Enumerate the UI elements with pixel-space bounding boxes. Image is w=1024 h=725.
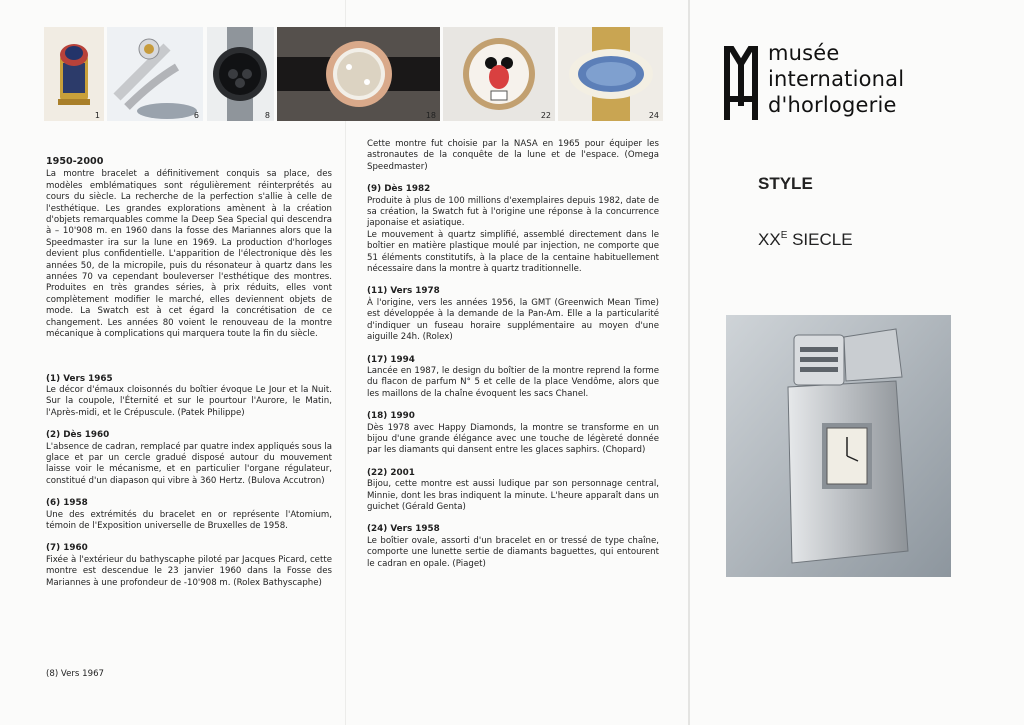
thumbnail-number: 18 xyxy=(425,111,436,120)
thumbnail-number: 24 xyxy=(648,111,659,120)
entry-text: Produite à plus de 100 millions d'exemplaires depuis 1982, date de sa création, la Swatch fut à l'origine une réponse à la concurrence japonaise et asiatique. xyxy=(367,195,659,229)
thumbnail-happy-diamonds xyxy=(277,27,440,121)
entry-text: L'absence de cadran, remplacé par quatre index appliqués sous la glace et par un cercle gradué disposé autour du mouvement laisse voir le mécanisme, et en particulier l'organe régulateur, constitué d'un diapason qui vibre à 360 Hertz. (Bulova Accutron) xyxy=(46,441,332,486)
continued-text: Cette montre fut choisie par la NASA en 1965 pour équiper les astronautes de la conquête de la lune et de l'espace. (Omega Speedmaster) xyxy=(367,139,659,172)
left-column xyxy=(46,156,332,589)
century-word: SIECLE xyxy=(787,230,853,249)
thumbnail-minnie-watch xyxy=(443,27,555,121)
thumbnail-number: 6 xyxy=(193,111,199,120)
entry-text: Une des extrémités du bracelet en or représente l'Atomium, témoin de l'Exposition universelle de Bruxelles de 1958. xyxy=(46,509,332,531)
entry-title: (17) 1994 xyxy=(367,354,415,365)
entry-title: (11) Vers 1978 xyxy=(367,286,440,297)
thumbnail-number: 22 xyxy=(540,111,551,120)
century-roman: XX xyxy=(758,230,781,249)
section-title: STYLE xyxy=(758,174,813,193)
catalog-entry xyxy=(46,430,332,487)
museum-logo-icon xyxy=(724,46,758,120)
entry-title: (22) 2001 xyxy=(367,467,415,478)
lighter-watch-photo xyxy=(726,315,951,577)
catalog-entry xyxy=(367,411,659,457)
period-heading: 1950-2000 xyxy=(46,156,104,167)
entry-title: (9) Dès 1982 xyxy=(367,184,431,195)
catalog-entry xyxy=(367,355,659,401)
entry-text: Fixée à l'extérieur du bathyscaphe piloté par Jacques Picard, cette montre est descendue le 23 janvier 1960 dans la Fosse des Mariannes à une profondeur de -10'908 m. (Rolex Bathyscaphe) xyxy=(46,554,332,588)
fold-line xyxy=(688,0,690,725)
thumbnail-number: 8 xyxy=(264,111,270,120)
entry-title: (6) 1958 xyxy=(46,498,88,509)
century-superscript: E xyxy=(780,230,788,241)
museum-name xyxy=(768,40,904,118)
catalog-entry xyxy=(46,374,332,420)
thumbnail-piaget-watch xyxy=(558,27,663,121)
century-title xyxy=(758,230,853,250)
entry-title: (7) 1960 xyxy=(46,543,88,554)
intro-paragraph: La montre bracelet a définitivement conquis sa place, des modèles emblématiques sont régulièrement réinterprétés au cours du siècle. La recherche de la perfection s'allie à celle de l'esthétique. Les grandes explorations amènent à la création d'objets remarquables comme la Deep Sea Special qui descendra à – 10'908 m. en 1960 dans la fosse des Mariannes alors que la Speedmaster ira sur la lune en 1969. La production d'horloges devient plus confidentielle. L'apparition de l'électronique dès les années 50, de la micropile, puis du résonateur à quartz dans les années 70 va cependant bouleverser l'esthétique des montres. Produites en très grandes séries, à prix réduits, elles vont complètement modifier le marché, elles deviennent objets de mode. La Swatch est à cet égard la concrétisation de ce changement. Les années 80 voient le renouveau de la montre mécanique à complications qui marquera toute la fin du siècle. xyxy=(46,169,332,340)
catalog-entry xyxy=(46,543,332,589)
thumbnail-enamel-clock xyxy=(44,27,104,121)
catalog-entry xyxy=(367,184,659,275)
entry-title: (24) Vers 1958 xyxy=(367,524,440,535)
entry-text: Le décor d'émaux cloisonnés du boîtier évoque Le Jour et la Nuit. Sur la coupole, l'Éternité et sur le pourtour l'Aurore, le Matin, l'Après-midi, et le Crépuscule. (Patek Philippe) xyxy=(46,384,332,418)
thumbnail-number: 1 xyxy=(94,111,100,120)
footer-entry xyxy=(46,669,332,680)
catalog-entry xyxy=(46,498,332,532)
entry-text: Dès 1978 avec Happy Diamonds, la montre se transforme en un bijou d'une grande élégance avec une touche de légèreté donnée par les diamants qui dansent entre les glaces saphirs. (Chopard) xyxy=(367,422,659,456)
museum-name-line: international xyxy=(768,67,905,91)
entry-title: (2) Dès 1960 xyxy=(46,430,110,441)
catalog-entry xyxy=(367,468,659,514)
entry-text: Le boîtier ovale, assorti d'un bracelet en or tressé de type chaîne, comporte une lunette sertie de diamants baguettes, qui entourent le cadran en opale. (Piaget) xyxy=(367,535,659,569)
middle-column xyxy=(367,139,659,570)
thumbnail-atomium-bracelet xyxy=(107,27,203,121)
entry-text: Bijou, cette montre est aussi ludique par son personnage central, Minnie, dont les bras indiquent la minute. L'heure apparaît dans un guichet (Gérald Genta) xyxy=(367,479,659,512)
museum-name-line: d'horlogerie xyxy=(768,93,897,117)
entry-title: (8) Vers 1967 xyxy=(46,669,105,679)
entry-title: (1) Vers 1965 xyxy=(46,373,113,384)
thumbnail-speedmaster xyxy=(207,27,274,121)
entry-text: Lancée en 1987, le design du boîtier de la montre reprend la forme du flacon de parfum N° 5 et celle de la place Vendôme, alors que les maillons de la chaîne évoquent les sacs Chanel. xyxy=(367,365,659,399)
catalog-entry xyxy=(367,286,659,343)
catalog-entry xyxy=(367,524,659,570)
museum-name-line: musée xyxy=(768,41,840,65)
entry-text: À l'origine, vers les années 1956, la GMT (Greenwich Mean Time) est développée à la demande de la Pan-Am. Elle a la particularité d'indiquer un fuseau horaire supplémentaire au moyen d'une aiguille 24h. (Rolex) xyxy=(367,297,659,343)
entry-title: (18) 1990 xyxy=(367,411,415,422)
entry-text: Le mouvement à quartz simplifié, assemblé directement dans le boîtier en matière plastique moulé par injection, ne comporte que 51 éléments constitutifs, à la place de la centaine habituellement nécessaire dans la montre à quartz traditionnelle. xyxy=(367,229,659,275)
